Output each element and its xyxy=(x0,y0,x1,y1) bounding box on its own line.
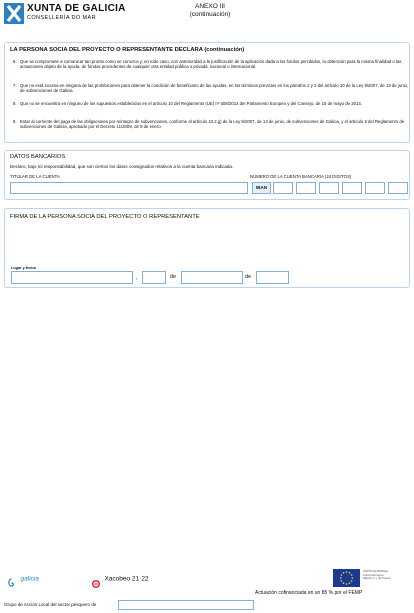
eu-fund-label xyxy=(363,570,390,581)
item-text: Que se compromete a comunicar tan pronto como se conozca y, en todo caso, con anterioridad a la justificación de la aplicación dada a los fondos percibidos, la obtención para la misma finalidad o las actuaciones objeto de la ayuda, de fondos procedentes de cualquier otra entidad pública o privada, nacional o internacional. xyxy=(20,59,402,69)
annex-title: ANEXO III xyxy=(195,3,225,10)
eu-line: UNIÓN EUROPEA xyxy=(363,569,389,573)
group-field[interactable] xyxy=(118,600,254,610)
group-label: Grupo de Acción Local del sector pesquero de xyxy=(4,602,97,607)
account-block-field[interactable] xyxy=(342,182,362,194)
xunta-logo-icon xyxy=(4,3,24,24)
holder-label: TITULAR DE LA CUENTA xyxy=(10,174,60,179)
declaration-item xyxy=(13,119,409,129)
galicia-swirl-icon xyxy=(7,574,16,583)
comma-separator: , xyxy=(136,275,138,281)
bank-title: DATOS BANCARIOS xyxy=(10,154,66,160)
cofinance-note: Actuación cofinanciada en un 85 % por el FEMP xyxy=(255,590,363,596)
declaration-title: LA PERSONA SOCIA DEL PROYECTO O REPRESENTANTE DECLARA (continuación) xyxy=(10,47,245,53)
account-block-field[interactable] xyxy=(319,182,339,194)
place-date-label: Lugar y fecha xyxy=(11,266,36,270)
account-block-field[interactable] xyxy=(296,182,316,194)
brand-subtitle: CONSELLERÍA DO MAR xyxy=(27,15,96,21)
day-field[interactable] xyxy=(142,271,166,284)
de-label: de xyxy=(170,274,177,280)
item-number: 8. xyxy=(13,101,17,106)
iban-check-field[interactable] xyxy=(273,182,293,194)
eu-line: Fondo Europeo xyxy=(363,572,384,577)
signature-title: FIRMA DE LA PERSONA SOCIA DEL PROYECTO O REPRESENTANTE xyxy=(10,214,200,220)
xacobeo-logo xyxy=(92,570,162,583)
xacobeo-logo-text: Xacobeo 21·22 xyxy=(104,575,149,583)
signature-section xyxy=(4,208,410,288)
item-text: Que no está incursa en ninguna de las prohibiciones para obtener la condición de beneficiario de las ayudas, en los términos previstos en los párrafos 2 y 3 del artículo 10 de la Ley 9/2007, de 13 de junio, de subvenciones de Galicia. xyxy=(20,83,409,93)
eu-line: Marítimo y de Pesca xyxy=(363,576,391,581)
account-block-field[interactable] xyxy=(388,182,408,194)
galicia-logo xyxy=(7,570,52,583)
declaration-item xyxy=(13,101,409,106)
de-label: de xyxy=(245,274,252,280)
bank-statement: Declaro, bajo mi responsabilidad, que son ciertos los datos consignados relativos a la cuenta bancaria indicada. xyxy=(10,164,234,169)
item-text: Que no se encuentra en ninguno de los supuestos establecidos en el artículo 10 del Reglamento (UE) nº 508/2014 del Parlamento Europeo y del Consejo, de 15 de mayo de 2014. xyxy=(20,101,362,106)
iban-label: IBAN xyxy=(252,182,271,194)
item-number: 9. xyxy=(13,119,17,124)
account-block-field[interactable] xyxy=(365,182,385,194)
item-text: Estar al corriente del pago de las obligaciones por reintegro de subvenciones, conforme al artículo 10.2.g) de la Ley 9/2007, de 13 de junio, de subvenciones de Galicia, y el artículo 9 del Reglamento de subvenciones de Galicia, aprobado por el Decreto 11/2009, de 8 de enero. xyxy=(20,119,405,129)
xacobeo-icon xyxy=(92,575,100,583)
declaration-section xyxy=(4,42,410,143)
declaration-item xyxy=(13,59,409,69)
annex-heading xyxy=(180,3,240,19)
galicia-logo-text: galicia xyxy=(20,575,39,583)
account-label: NÚMERO DE LA CUENTA BANCARIA (24 DÍGITOS) xyxy=(250,174,352,179)
annex-subtitle: (continuación) xyxy=(189,11,231,18)
brand-title: XUNTA DE GALICIA xyxy=(27,3,126,14)
item-number: 6. xyxy=(13,59,17,64)
month-field[interactable] xyxy=(181,271,243,284)
bank-data-section xyxy=(4,150,410,200)
declaration-item xyxy=(13,83,409,93)
year-field[interactable] xyxy=(256,271,289,284)
item-number: 7. xyxy=(13,83,17,88)
place-field[interactable] xyxy=(11,271,133,284)
account-holder-field[interactable] xyxy=(10,182,248,194)
eu-flag-icon xyxy=(333,569,360,587)
